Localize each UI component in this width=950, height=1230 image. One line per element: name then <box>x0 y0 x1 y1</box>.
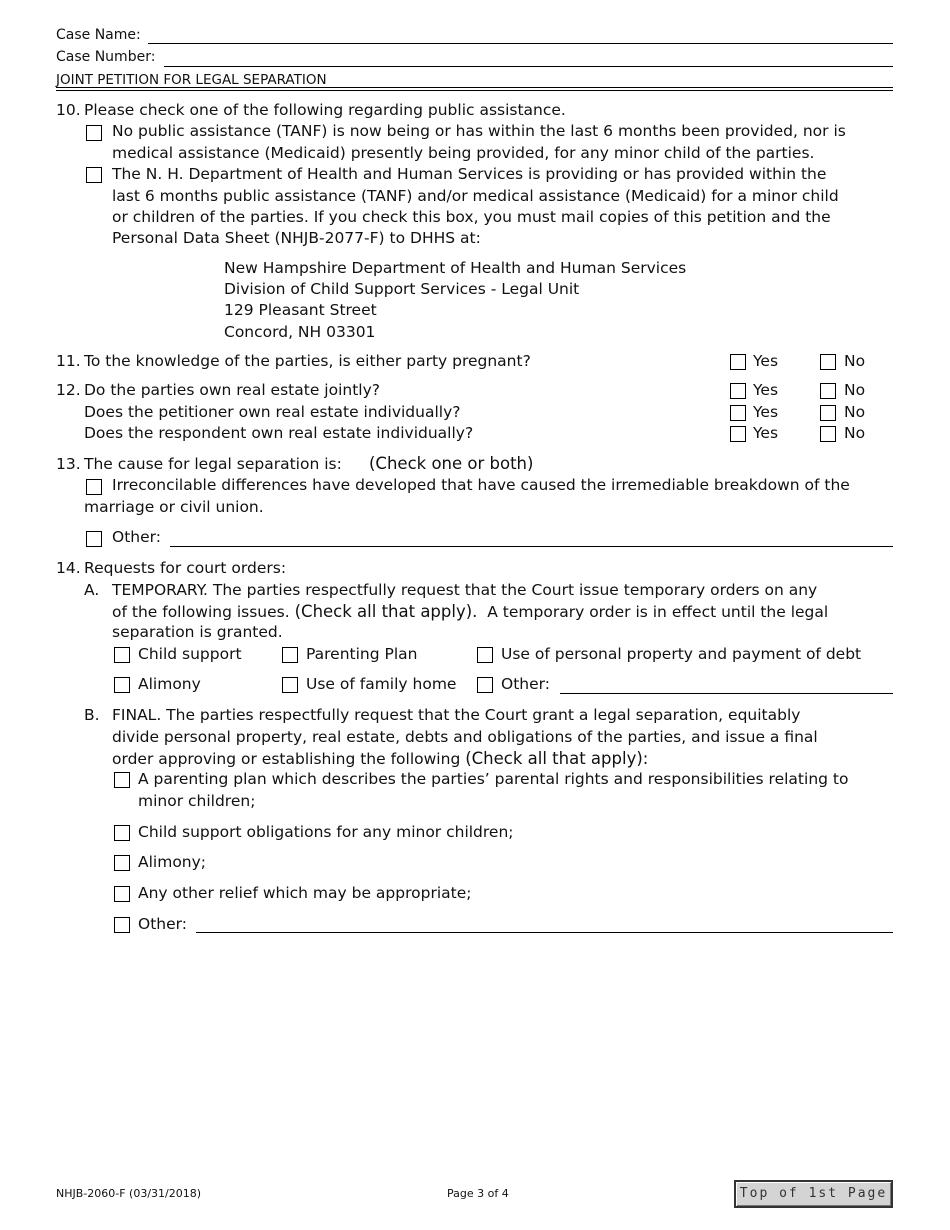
q14a-line2-text: of the following issues. <box>112 603 290 621</box>
q14b-letter: B. <box>84 706 100 724</box>
q14a-alimony-label: Alimony <box>138 675 201 693</box>
q12-jointly-no-checkbox[interactable] <box>820 383 836 399</box>
q14b-opt1-line2: minor children; <box>138 792 256 810</box>
page-number: Page 3 of 4 <box>447 1187 509 1200</box>
q14b-line3 <box>112 749 648 768</box>
q10-opt2-line4: Personal Data Sheet (NHJB-2077-F) to DHHS at: <box>112 229 481 247</box>
case-number-label: Case Number: <box>56 49 156 65</box>
q14a-family-home-label: Use of family home <box>306 675 457 693</box>
dhhs-address-line1: New Hampshire Department of Health and Human Services <box>224 259 687 277</box>
q12-jointly-no-label: No <box>844 381 866 399</box>
q12-jointly-yes-label: Yes <box>753 381 779 399</box>
q12-petitioner-no-label: No <box>844 403 866 421</box>
q14b-other-relief-checkbox[interactable] <box>114 886 130 902</box>
q14b-hint: (Check all that apply): <box>465 749 649 768</box>
q10-opt1-line2: medical assistance (Medicaid) presently being provided, for any minor child of the parties. <box>112 144 815 162</box>
top-of-first-page-button[interactable]: Top of 1st Page <box>734 1180 893 1208</box>
q12-respondent-no-label: No <box>844 424 866 442</box>
q14a-other-field[interactable] <box>560 693 893 694</box>
q14b-opt1-line1: A parenting plan which describes the parties’ parental rights and responsibilities relating to <box>138 770 849 788</box>
form-title: JOINT PETITION FOR LEGAL SEPARATION <box>56 72 327 88</box>
q14b-opt2: Child support obligations for any minor children; <box>138 823 514 841</box>
q14a-line1: TEMPORARY. The parties respectfully request that the Court issue temporary orders on any <box>112 581 818 599</box>
q10-opt2-line1: The N. H. Department of Health and Human Services is providing or has provided within the <box>112 165 827 183</box>
dhhs-address-line2: Division of Child Support Services - Legal Unit <box>224 280 580 298</box>
q10-opt2-line2: last 6 months public assistance (TANF) and/or medical assistance (Medicaid) for a minor child <box>112 187 839 205</box>
q14b-other-checkbox[interactable] <box>114 917 130 933</box>
dhhs-address-line3: 129 Pleasant Street <box>224 301 377 319</box>
q10-opt1-line1: No public assistance (TANF) is now being or has within the last 6 months been provided, nor is <box>112 122 846 140</box>
q13-other-checkbox[interactable] <box>86 531 102 547</box>
q12-respondent-yes-checkbox[interactable] <box>730 426 746 442</box>
q14a-other-label: Other: <box>501 675 550 693</box>
q12-prompt-petitioner: Does the petitioner own real estate individually? <box>84 403 461 421</box>
dhhs-address-line4: Concord, NH 03301 <box>224 323 376 341</box>
q11-prompt: To the knowledge of the parties, is either party pregnant? <box>84 352 531 370</box>
q14b-parenting-plan-checkbox[interactable] <box>114 772 130 788</box>
q14a-personal-property-label: Use of personal property and payment of debt <box>501 645 862 663</box>
q14a-child-support-checkbox[interactable] <box>114 647 130 663</box>
case-number-field[interactable] <box>164 66 893 67</box>
q13-number: 13. <box>56 455 81 473</box>
q14b-line1: FINAL. The parties respectfully request that the Court grant a legal separation, equitably <box>112 706 801 724</box>
q12-prompt-jointly: Do the parties own real estate jointly? <box>84 381 380 399</box>
form-id: NHJB-2060-F (03/31/2018) <box>56 1187 202 1200</box>
q14a-personal-property-checkbox[interactable] <box>477 647 493 663</box>
q12-petitioner-yes-checkbox[interactable] <box>730 405 746 421</box>
case-name-field[interactable] <box>148 43 893 44</box>
q11-number: 11. <box>56 352 81 370</box>
q13-hint: (Check one or both) <box>369 454 534 473</box>
q14b-line2: divide personal property, real estate, debts and obligations of the parties, and issue a final <box>112 728 818 746</box>
q14a-child-support-label: Child support <box>138 645 242 663</box>
q12-respondent-no-checkbox[interactable] <box>820 426 836 442</box>
q11-no-checkbox[interactable] <box>820 354 836 370</box>
q14a-parenting-plan-checkbox[interactable] <box>282 647 298 663</box>
q10-number: 10. <box>56 101 81 119</box>
q12-jointly-yes-checkbox[interactable] <box>730 383 746 399</box>
q11-yes-label: Yes <box>753 352 779 370</box>
q14-number: 14. <box>56 559 81 577</box>
q14b-opt3: Alimony; <box>138 853 207 871</box>
q14b-opt4: Any other relief which may be appropriate; <box>138 884 472 902</box>
case-name-label: Case Name: <box>56 27 141 43</box>
q14-prompt: Requests for court orders: <box>84 559 287 577</box>
q13-prompt: The cause for legal separation is: <box>84 455 342 473</box>
q13-opt1-line1: Irreconcilable differences have developed that have caused the irremediable breakdown of the <box>112 476 850 494</box>
q14a-other-checkbox[interactable] <box>477 677 493 693</box>
q14a-alimony-checkbox[interactable] <box>114 677 130 693</box>
q12-number: 12. <box>56 381 81 399</box>
q14a-line2 <box>112 602 828 621</box>
q14b-line3-text: order approving or establishing the following <box>112 750 461 768</box>
q14a-line3: separation is granted. <box>112 623 283 641</box>
q14b-child-support-checkbox[interactable] <box>114 825 130 841</box>
q13-opt1-line2: marriage or civil union. <box>84 498 264 516</box>
q10-dhhs-checkbox[interactable] <box>86 167 102 183</box>
q14b-other-label: Other: <box>138 915 187 933</box>
q11-yes-checkbox[interactable] <box>730 354 746 370</box>
title-double-underline <box>56 90 893 91</box>
q14a-line2-tail: A temporary order is in effect until the legal <box>487 603 829 621</box>
q14a-parenting-plan-label: Parenting Plan <box>306 645 418 663</box>
q13-irreconcilable-checkbox[interactable] <box>86 479 102 495</box>
q14b-alimony-checkbox[interactable] <box>114 855 130 871</box>
q12-respondent-yes-label: Yes <box>753 424 779 442</box>
title-underline <box>56 87 893 88</box>
q12-prompt-respondent: Does the respondent own real estate individually? <box>84 424 474 442</box>
q14a-hint: (Check all that apply). <box>294 602 478 621</box>
q13-other-label: Other: <box>112 528 161 546</box>
q14a-letter: A. <box>84 581 100 599</box>
q13-other-field[interactable] <box>170 546 893 547</box>
q10-no-assistance-checkbox[interactable] <box>86 125 102 141</box>
q14a-family-home-checkbox[interactable] <box>282 677 298 693</box>
q11-no-label: No <box>844 352 866 370</box>
q12-petitioner-yes-label: Yes <box>753 403 779 421</box>
q10-prompt: Please check one of the following regarding public assistance. <box>84 101 566 119</box>
q12-petitioner-no-checkbox[interactable] <box>820 405 836 421</box>
q14b-other-field[interactable] <box>196 932 893 933</box>
q10-opt2-line3: or children of the parties. If you check this box, you must mail copies of this petition and the <box>112 208 831 226</box>
